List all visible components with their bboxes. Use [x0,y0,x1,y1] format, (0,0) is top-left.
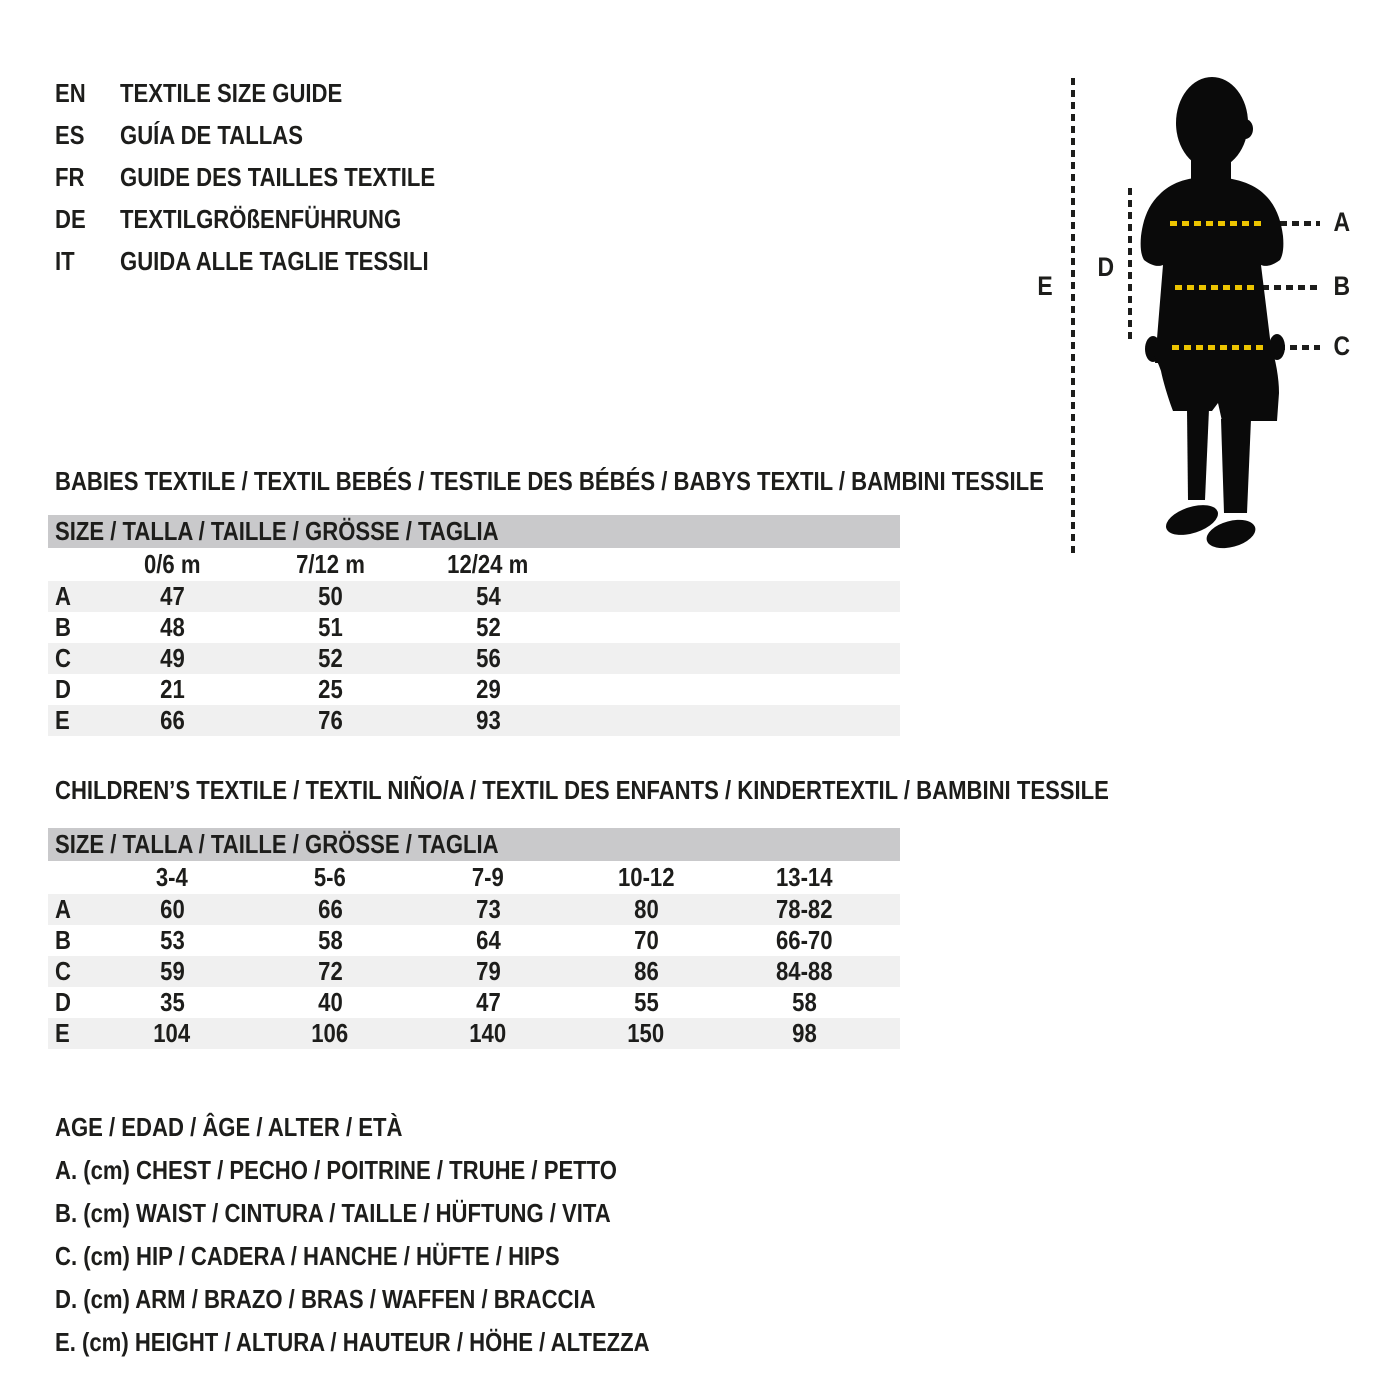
legend-line-height: E. (cm) HEIGHT / ALTURA / HAUTEUR / HÖHE / ALTEZZA [55,1327,650,1357]
lang-code: EN [55,78,86,108]
table-row: E 66 76 93 [48,705,900,736]
measure-label-e: E [1037,271,1053,301]
babies-size-header-bar: SIZE / TALLA / TAILLE / GRÖSSE / TAGLIA [48,515,900,548]
lang-title: TEXTILGRÖßENFÜHRUNG [120,204,402,234]
lang-title: GUÍA DE TALLAS [120,120,303,150]
silhouette-torso [1141,177,1284,363]
column-header: 5-6 [314,862,346,892]
lang-title: TEXTILE SIZE GUIDE [120,78,343,108]
legend-line-waist: B. (cm) WAIST / CINTURA / TAILLE / HÜFTUNG / VITA [55,1198,611,1228]
column-header: 13-14 [775,862,833,892]
table-row: D 21 25 29 [48,674,900,705]
chest-measure-line-a-yellow [1170,221,1264,226]
lang-code: ES [55,120,85,150]
column-header: 7/12 m [295,549,365,579]
row-label: E [55,705,70,735]
lang-row-es [55,114,491,156]
legend-line-arm: D. (cm) ARM / BRAZO / BRAS / WAFFEN / BRACCIA [55,1284,596,1314]
table-row: A 60 66 73 80 78-82 [48,894,900,925]
table-row: C 59 72 79 86 84-88 [48,956,900,987]
legend-line-age: AGE / EDAD / ÂGE / ALTER / ETÀ [55,1112,403,1142]
table-row: B 53 58 64 70 66-70 [48,925,900,956]
table-row: E 104 106 140 150 98 [48,1018,900,1049]
measure-label-b: B [1333,271,1351,301]
column-header: 7-9 [472,862,504,892]
lang-row-en [55,72,491,114]
row-label: B [55,612,71,642]
lang-row-de [55,198,491,240]
measurement-legend [55,1106,755,1364]
silhouette-shorts [1154,356,1279,421]
child-silhouette-icon [1125,73,1295,553]
legend-line-hip: C. (cm) HIP / CADERA / HANCHE / HÜFTE / HIPS [55,1241,560,1271]
column-header: 10-12 [617,862,675,892]
silhouette-head [1176,77,1248,169]
legend-line-chest: A. (cm) CHEST / PECHO / POITRINE / TRUHE / PETTO [55,1155,617,1185]
lang-row-it [55,240,491,282]
lang-title: GUIDA ALLE TAGLIE TESSILI [120,246,429,276]
row-label: E [55,1018,70,1048]
children-column-headers [48,861,900,894]
language-title-list [55,72,491,282]
row-label: C [55,956,71,986]
children-size-header-bar: SIZE / TALLA / TAILLE / GRÖSSE / TAGLIA [48,828,900,861]
waist-measure-line-b-yellow [1175,285,1259,290]
measure-label-d: D [1097,252,1115,282]
lang-code: IT [55,246,75,276]
hip-measure-line-c-yellow [1172,345,1264,350]
row-label: D [55,674,71,704]
table-row: A 47 50 54 [48,581,900,612]
row-label: C [55,643,71,673]
row-label: A [55,894,71,924]
lang-title: GUIDE DES TAILLES TEXTILE [120,162,436,192]
babies-column-headers [48,548,900,581]
row-label: D [55,987,71,1017]
lang-code: DE [55,204,86,234]
row-label: A [55,581,71,611]
table-row: C 49 52 56 [48,643,900,674]
lang-row-fr [55,156,491,198]
height-measure-line-e [1071,78,1075,553]
row-label: B [55,925,71,955]
measure-label-c: C [1333,331,1351,361]
column-header: 12/24 m [447,549,529,579]
babies-size-table [48,515,900,736]
table-row: D 35 40 47 55 58 [48,987,900,1018]
babies-section-title: BABIES TEXTILE / TEXTIL BEBÉS / TESTILE DES BÉBÉS / BABYS TEXTIL / BAMBINI TESSILE [55,466,1044,496]
table-row: B 48 51 52 [48,612,900,643]
column-header: 3-4 [156,862,188,892]
measure-label-a: A [1333,207,1351,237]
children-size-table [48,828,900,1049]
children-section-title: CHILDREN’S TEXTILE / TEXTIL NIÑO/A / TEXTIL DES ENFANTS / KINDERTEXTIL / BAMBINI TESSILE [55,775,1109,805]
lang-code: FR [55,162,85,192]
column-header: 0/6 m [143,549,201,579]
